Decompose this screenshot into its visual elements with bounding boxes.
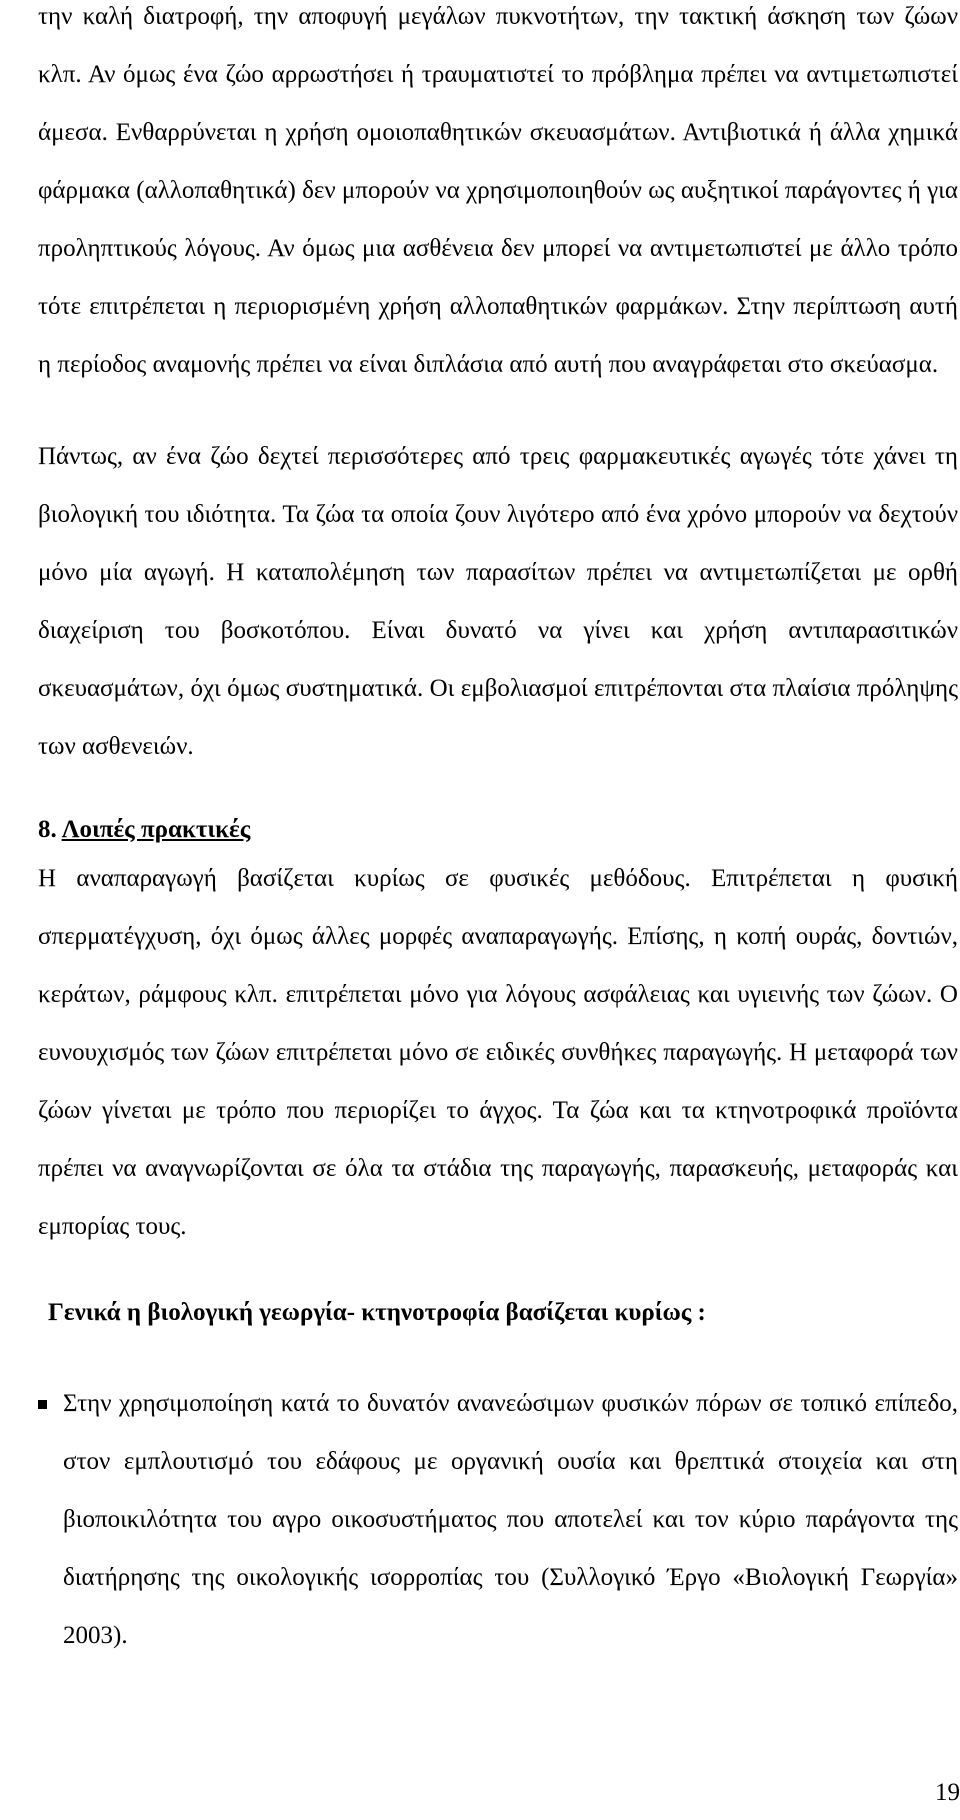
section-heading [38, 810, 958, 850]
document-page [38, 0, 958, 1665]
list-item [38, 1375, 958, 1665]
section-number: 8. [38, 816, 57, 843]
square-bullet-icon [38, 1400, 47, 1409]
list-item-text: Στην χρησιμοποίηση κατά το δυνατόν ανανεώσιμων φυσικών πόρων σε τοπικό επίπεδο, στον εμπλουτισμό του εδάφους με οργανική ουσία και θρεπτικά στοιχεία και στη βιοποικιλότητα του αγρο οικοσυστήματος που αποτελεί και τον κύριο παράγοντα της διατήρησης της οικολογικής ισορροπίας του (Συλλογικό Έργο «Βιολογική Γεωργία» 2003). [63, 1390, 958, 1649]
body-paragraph: την καλή διατροφή, την αποφυγή μεγάλων πυκνοτήτων, την τακτική άσκηση των ζώων κλπ. Αν όμως ένα ζώο αρρωστήσει ή τραυματιστεί το πρόβλημα πρέπει να αντιμετωπιστεί άμεσα. Ενθαρρύνεται η χρήση ομοιοπαθητικών σκευασμάτων. Αντιβιοτικά ή άλλα χημικά φάρμακα (αλλοπαθητικά) δεν μπορούν να χρησιμοποιηθούν ως αυξητικοί παράγοντες ή για προληπτικούς λόγους. Αν όμως μια ασθένεια δεν μπορεί να αντιμετωπιστεί με άλλο τρόπο τότε επιτρέπεται η περιορισμένη χρήση αλλοπαθητικών φαρμάκων. Στην περίπτωση αυτή η περίοδος αναμονής πρέπει να είναι διπλάσια από αυτή που αναγράφεται στο σκεύασμα. [38, 3, 958, 378]
general-heading: Γενικά η βιολογική γεωργία- κτηνοτροφία βασίζεται κυρίως : [48, 1299, 706, 1326]
body-paragraph: Η αναπαραγωγή βασίζεται κυρίως σε φυσικές μεθόδους. Επιτρέπεται η φυσική σπερματέγχυση, όχι όμως άλλες μορφές αναπαραγωγής. Επίσης, η κοπή ουράς, δοντιών, κεράτων, ράμφους κλπ. επιτρέπεται μόνο για λόγους ασφάλειας και υγιεινής των ζώων. Ο ευνουχισμός των ζώων επιτρέπεται μόνο σε ειδικές συνθήκες παραγωγής. Η μεταφορά των ζώων γίνεται με τρόπο που περιορίζει το άγχος. Τα ζώα και τα κτηνοτροφικά προϊόντα πρέπει να αναγνωρίζονται σε όλα τα στάδια της παραγωγής, παρασκευής, μεταφοράς και εμπορίας τους. [38, 865, 958, 1240]
page-number: 19 [935, 1779, 960, 1806]
section-title: Λοιπές πρακτικές [61, 816, 251, 843]
body-paragraph: Πάντως, αν ένα ζώο δεχτεί περισσότερες από τρεις φαρμακευτικές αγωγές τότε χάνει τη βιολογική του ιδιότητα. Τα ζώα τα οποία ζουν λιγότερο από ένα χρόνο μπορούν να δεχτούν μόνο μία αγωγή. Η καταπολέμηση των παρασίτων πρέπει να αντιμετωπίζεται με ορθή διαχείριση του βοσκοτόπου. Είναι δυνατό να γίνει και χρήση αντιπαρασιτικών σκευασμάτων, όχι όμως συστηματικά. Οι εμβολιασμοί επιτρέπονται στα πλαίσια πρόληψης των ασθενειών. [38, 443, 958, 760]
bullet-list [38, 1375, 958, 1665]
